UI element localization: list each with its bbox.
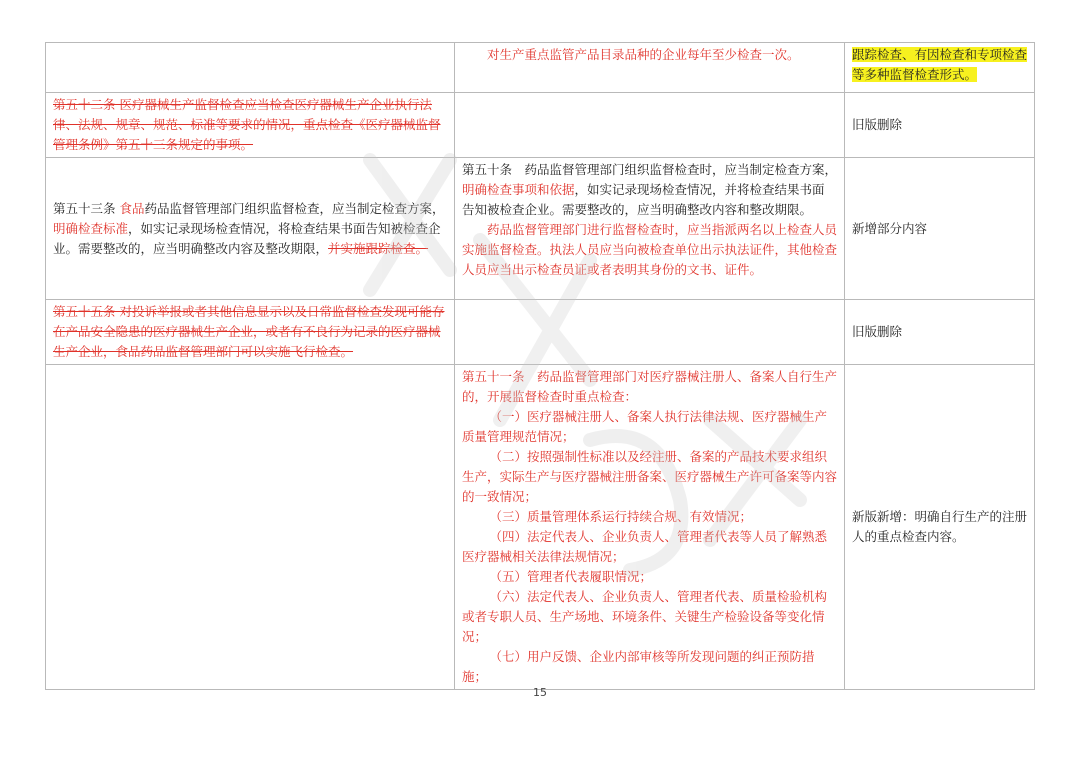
note-cell: [845, 93, 1035, 158]
inserted-text: 食品: [119, 200, 145, 216]
new-version-cell: [455, 43, 845, 93]
note-text: 旧版删除: [852, 117, 903, 132]
note-cell: [845, 158, 1035, 300]
note-text: 旧版删除: [852, 324, 903, 339]
list-item: （七）用户反馈、企业内部审核等所发现问题的纠正预防措施；: [462, 649, 815, 684]
page-number: 15: [533, 686, 547, 699]
changed-text: 明确检查事项和依据: [462, 182, 575, 197]
deleted-article: 第五十五条 对投诉举报或者其他信息显示以及日常监督检查发现可能存在产品安全隐患的医疗器械生产企业，或者有不良行为记录的医疗器械生产企业，食品药品监督管理部门可以实施飞行检查。: [53, 304, 445, 359]
added-paragraph: 药品监督管理部门进行监督检查时，应当指派两名以上检查人员实施监督检查。执法人员应当向被检查单位出示执法证件，其他检查人员应当出示检查员证或者表明其身份的文书、证件。: [462, 222, 838, 277]
old-version-cell: [46, 158, 455, 300]
note-cell: [845, 43, 1035, 93]
list-item: （六）法定代表人、企业负责人、管理者代表、质量检验机构或者专职人员、生产场地、环境条件、关键生产检验设备等变化情况；: [462, 589, 828, 644]
list-item: （二）按照强制性标准以及经注册、备案的产品技术要求组织生产，实际生产与医疗器械注册备案、医疗器械生产许可备案等内容的一致情况；: [462, 449, 838, 504]
list-item: （三）质量管理体系运行持续合规、有效情况；: [489, 509, 753, 524]
new-article-intro: 第五十一条 药品监督管理部门对医疗器械注册人、备案人自行生产的，开展监督检查时重点检查：: [462, 369, 838, 404]
new-version-cell: [455, 93, 845, 158]
old-version-cell: [46, 43, 455, 93]
note-text: 新增部分内容: [852, 220, 928, 236]
list-item: （四）法定代表人、企业负责人、管理者代表等人员了解熟悉医疗器械相关法律法规情况；: [462, 529, 828, 564]
note-cell: [845, 365, 1035, 690]
new-article-paragraph: [462, 160, 837, 220]
article-text: ，如实记录现场检查情况，将检查结果书面告知被检查企业。需要整改的，应当明确整改内容及整改期限，: [53, 220, 441, 256]
note-cell: [845, 300, 1035, 365]
new-text: 对生产重点监管产品目录品种的企业每年至少检查一次。: [487, 47, 800, 62]
article-text: 第五十条 药品监督管理部门组织监督检查时，应当制定检查方案，: [462, 162, 838, 177]
inserted-text: 明确检查标准: [53, 220, 129, 236]
new-version-cell: [455, 365, 845, 690]
list-item: （一）医疗器械注册人、备案人执行法律法规、医疗器械生产质量管理规范情况；: [462, 409, 828, 444]
list-item: （五）管理者代表履职情况；: [489, 569, 653, 584]
article-text: 药品监督管理部门组织监督检查，应当制定检查方案，: [144, 200, 445, 216]
note-text: 新版新增：明确自行生产的注册人的重点检查内容。: [852, 509, 1028, 544]
article-text: ，如实记录现场检查情况，并将检查结果书面告知被检查企业。需要整改的，应当明确整改内容和整改期限。: [462, 182, 825, 217]
deleted-text: 并实施跟踪检查。: [328, 240, 429, 256]
table-row: [46, 158, 1035, 300]
old-version-cell: [46, 365, 455, 690]
table-row: [46, 300, 1035, 365]
article-number: 第五十三条: [53, 200, 116, 216]
comparison-table: [45, 42, 1035, 690]
table-row: [46, 43, 1035, 93]
highlighted-note: 跟踪检查、有因检查和专项检查等多种监督检查形式。: [852, 47, 1028, 82]
table-row: [46, 365, 1035, 690]
new-version-cell: [455, 158, 845, 300]
new-version-cell: [455, 300, 845, 365]
table-row: [46, 93, 1035, 158]
old-version-cell: [46, 300, 455, 365]
deleted-article: 第五十二条 医疗器械生产监督检查应当检查医疗器械生产企业执行法律、法规、规章、规范、标准等要求的情况，重点检查《医疗器械监督管理条例》第五十三条规定的事项。: [53, 97, 441, 152]
old-version-cell: [46, 93, 455, 158]
